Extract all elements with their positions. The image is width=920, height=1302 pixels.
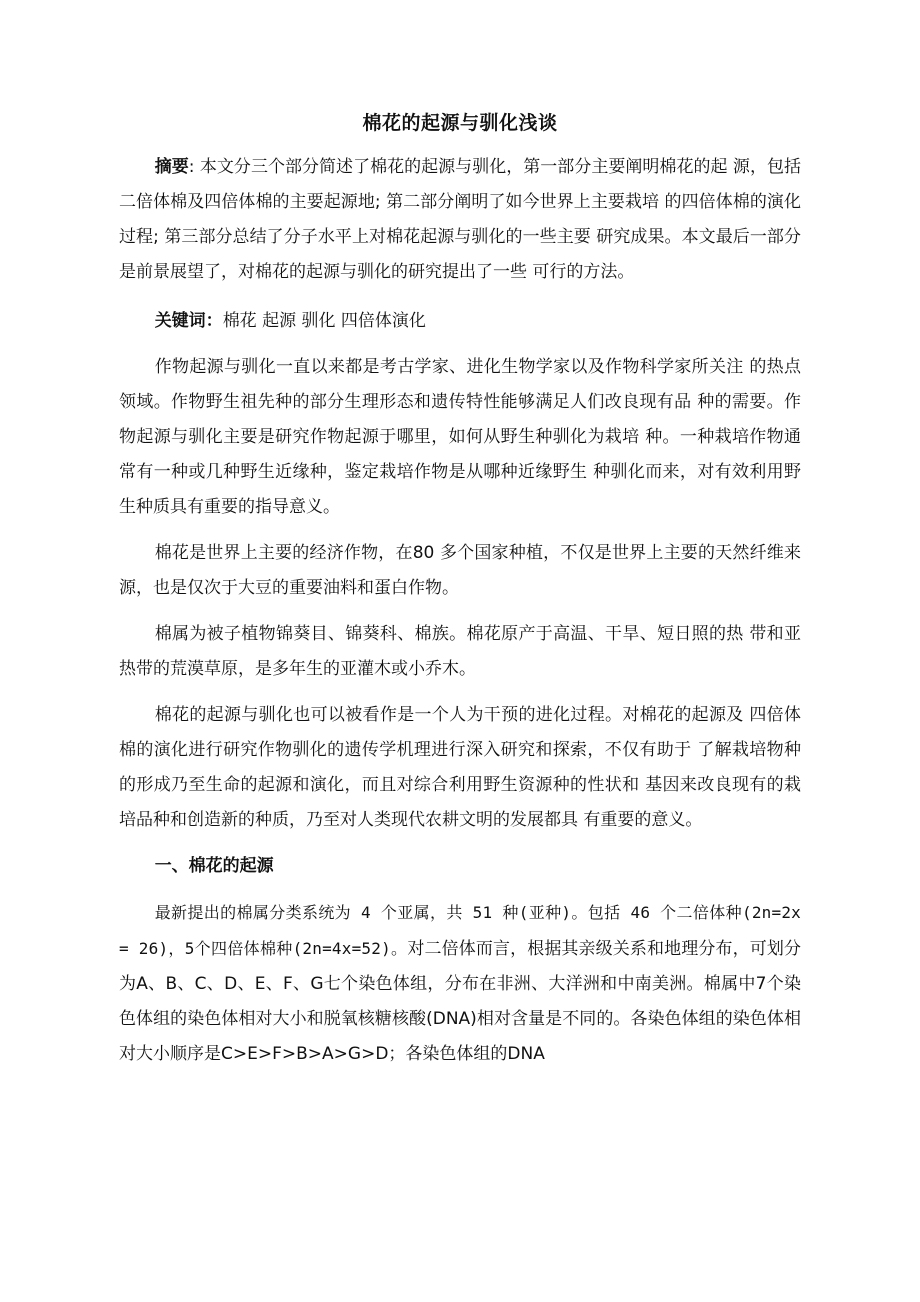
section1-text-a: 最新提出的棉属分类系统为 4 个亚属，共 51 种(亚种)。包括 46 个二倍体种(2n=2x= 26)，5个四倍体棉种(2n=4x=52)。 [119, 903, 801, 958]
keywords-text: 棉花 起源 驯化 四倍体演化 [222, 311, 426, 331]
keywords-label: 关键词： [154, 311, 223, 331]
section-heading-origin: 一、棉花的起源 [154, 856, 274, 876]
document-body [119, 108, 801, 1072]
body-paragraph-4: 棉花的起源与驯化也可以被看作是一个人为干预的进化过程。对棉花的起源及 四倍体棉的演化进行研究作物驯化的遗传学机理进行深入研究和探索，不仅有助于 了解栽培物种的形成乃至生命的起源和演化，而且对综合利用野生资源种的性状和 基因来改良现有的栽培品种和创造新的种质，乃至对人类现代农耕文明的发展都具 有重要的意义。 [119, 705, 801, 830]
body-paragraph-1: 作物起源与驯化一直以来都是考古学家、进化生物学家以及作物科学家所关注 的热点领域。作物野生祖先种的部分生理形态和遗传特性能够满足人们改良现有品 种的需要。作物起源与驯化主要是研究作物起源于哪里，如何从野生种驯化为栽培 种。一种栽培作物通常有一种或几种野生近缘种，鉴定栽培作物是从哪种近缘野生 种驯化而来，对有效利用野生种质具有重要的指导意义。 [119, 357, 801, 517]
abstract-text: : 本文分三个部分简述了棉花的起源与驯化，第一部分主要阐明棉花的起 源，包括二倍体棉及四倍体棉的主要起源地; 第二部分阐明了如今世界上主要栽培 的四倍体棉的演化过程; 第三部分总结了分子水平上对棉花起源与驯化的一些主要 研究成果。本文最后一部分是前景展望了，对棉花的起源与驯化的研究提出了一些 可行的方法。 [119, 157, 801, 282]
abstract-paragraph [119, 150, 801, 290]
section1-text-b: 对二倍体而言，根据其亲级关系和地理分布，可划分为A、B、C、D、E、F、G七个染色体组，分布在非洲、大洋洲和中南美洲。棉属中7个染色体组的染色体相对大小和脱氧核糖核酸(DNA)相对含量是不同的。各染色体组的染色体相对大小顺序是C>E>F>B>A>G>D；各染色体组的DNA [119, 939, 801, 1064]
body-paragraph-3: 棉属为被子植物锦葵目、锦葵科、棉族。棉花原产于高温、干旱、短日照的热 带和亚热带的荒漠草原，是多年生的亚灌木或小乔木。 [119, 624, 801, 679]
body-paragraph-2: 棉花是世界上主要的经济作物，在80 多个国家种植，不仅是世界上主要的天然纤维来源，也是仅次于大豆的重要油料和蛋白作物。 [119, 543, 801, 598]
abstract-label: 摘要 [154, 157, 189, 177]
document-title: 棉花的起源与驯化浅谈 [362, 112, 558, 134]
keywords-line [119, 304, 801, 339]
section1-paragraph [119, 895, 801, 1072]
